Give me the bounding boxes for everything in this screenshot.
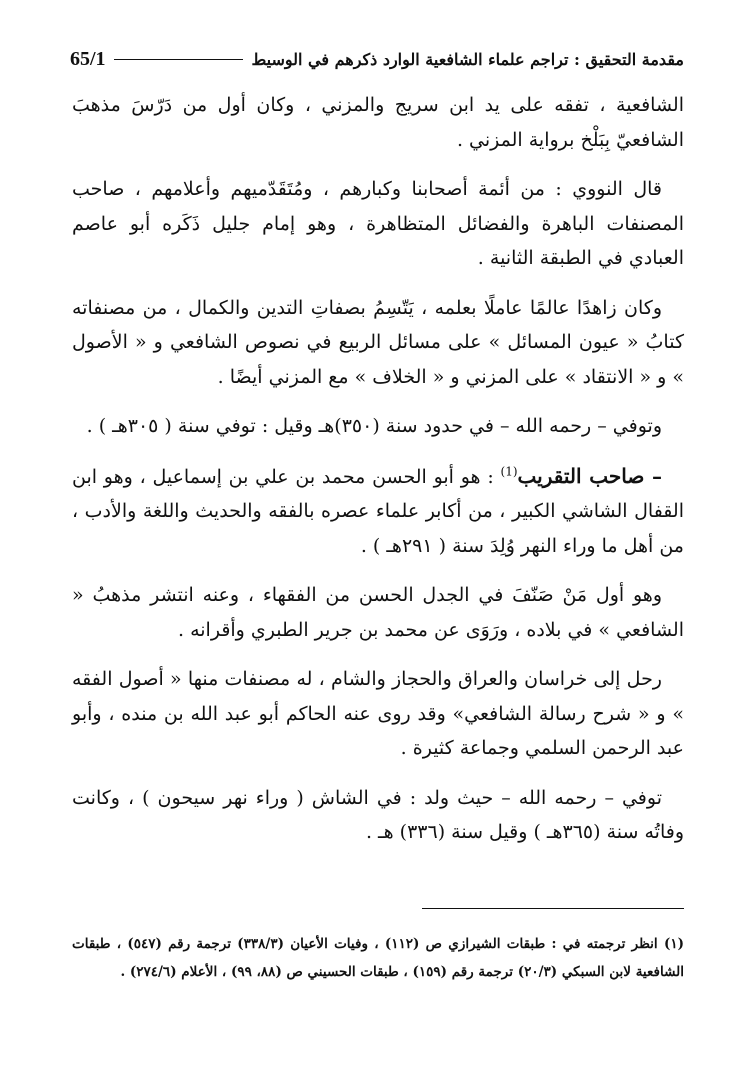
main-text: [72, 88, 684, 865]
paragraph: وهو أول مَنْ صَنّفَ في الجدل الحسن من الفقهاء ، وعنه انتشر مذهبُ « الشافعي » في بلاده ، ورَوَى عن محمد بن جرير الطبري وأقرانه .: [72, 584, 684, 641]
running-header: [70, 44, 684, 74]
paragraph: وتوفي – رحمه الله – في حدود سنة (٣٥٠)هـ وقيل : توفي سنة ( ٣٠٥هـ ) .: [86, 415, 662, 437]
entry-text: : هو أبو الحسن محمد بن علي بن إسماعيل ، وهو ابن القفال الشاشي الكبير ، من أكابر علماء عصره بالفقه والحديث واللغة والأدب ، من أهل ما وراء النهر وُلِدَ سنة ( ٢٩١هـ ) .: [72, 465, 684, 557]
footnote-separator: [422, 908, 684, 909]
footnote-reference[interactable]: (1): [500, 464, 518, 479]
entry-paragraph: [72, 459, 684, 564]
page-number: 65/1: [70, 47, 106, 70]
footnote: [72, 930, 684, 986]
footnote-text: (١) انظر ترجمته في : طبقات الشيرازي ص (١١٢) ، وفيات الأعيان (٣٣٨/٣) ترجمة رقم (٥٤٧) ، طبقات الشافعية لابن السبكي (٢٠/٣) ترجمة رقم (١٥٩) ، طبقات الحسيني ص (٨٨، ٩٩) ، الأعلام (٢٧٤/٦) .: [72, 936, 684, 980]
entry-heading: – صاحب التقريب: [517, 463, 663, 488]
paragraph: توفي – رحمه الله – حيث ولد : في الشاش ( وراء نهر سيحون ) ، وكانت وفاتُه سنة (٣٦٥هـ ) وقيل سنة (٣٣٦) هـ .: [72, 786, 684, 843]
header-title: مقدمة التحقيق : تراجم علماء الشافعية الوارد ذكرهم في الوسيط: [251, 49, 684, 69]
paragraph: الشافعية ، تفقه على يد ابن سريج والمزني ، وكان أول من دَرّسَ مذهبَ الشافعيّ بِبَلْخ برواية المزني .: [72, 94, 684, 151]
paragraph: رحل إلى خراسان والعراق والحجاز والشام ، له مصنفات منها « أصول الفقه » و « شرح رسالة الشافعي» وقد روى عنه الحاكم أبو عبد الله بن منده ، وأبو عبد الرحمن السلمي وجماعة كثيرة .: [72, 668, 684, 759]
header-rule: [114, 59, 244, 60]
paragraph: وكان زاهدًا عالمًا عاملًا بعلمه ، يَتّسِمُ بصفاتِ التدين والكمال ، من مصنفاته كتابُ « عيون المسائل » على مسائل الربيع في نصوص الشافعي و « الأصول » و « الانتقاد » على المزني و « الخلاف » مع المزني أيضًا .: [72, 296, 684, 388]
paragraph: قال النووي : من أئمة أصحابنا وكبارهم ، ومُتَقَدّميهم وأعلامهم ، صاحب المصنفات الباهرة والفضائل المتظاهرة ، وهو إمام جليل ذَكَره أبو عاصم العبادي في الطبقة الثانية .: [72, 178, 684, 269]
